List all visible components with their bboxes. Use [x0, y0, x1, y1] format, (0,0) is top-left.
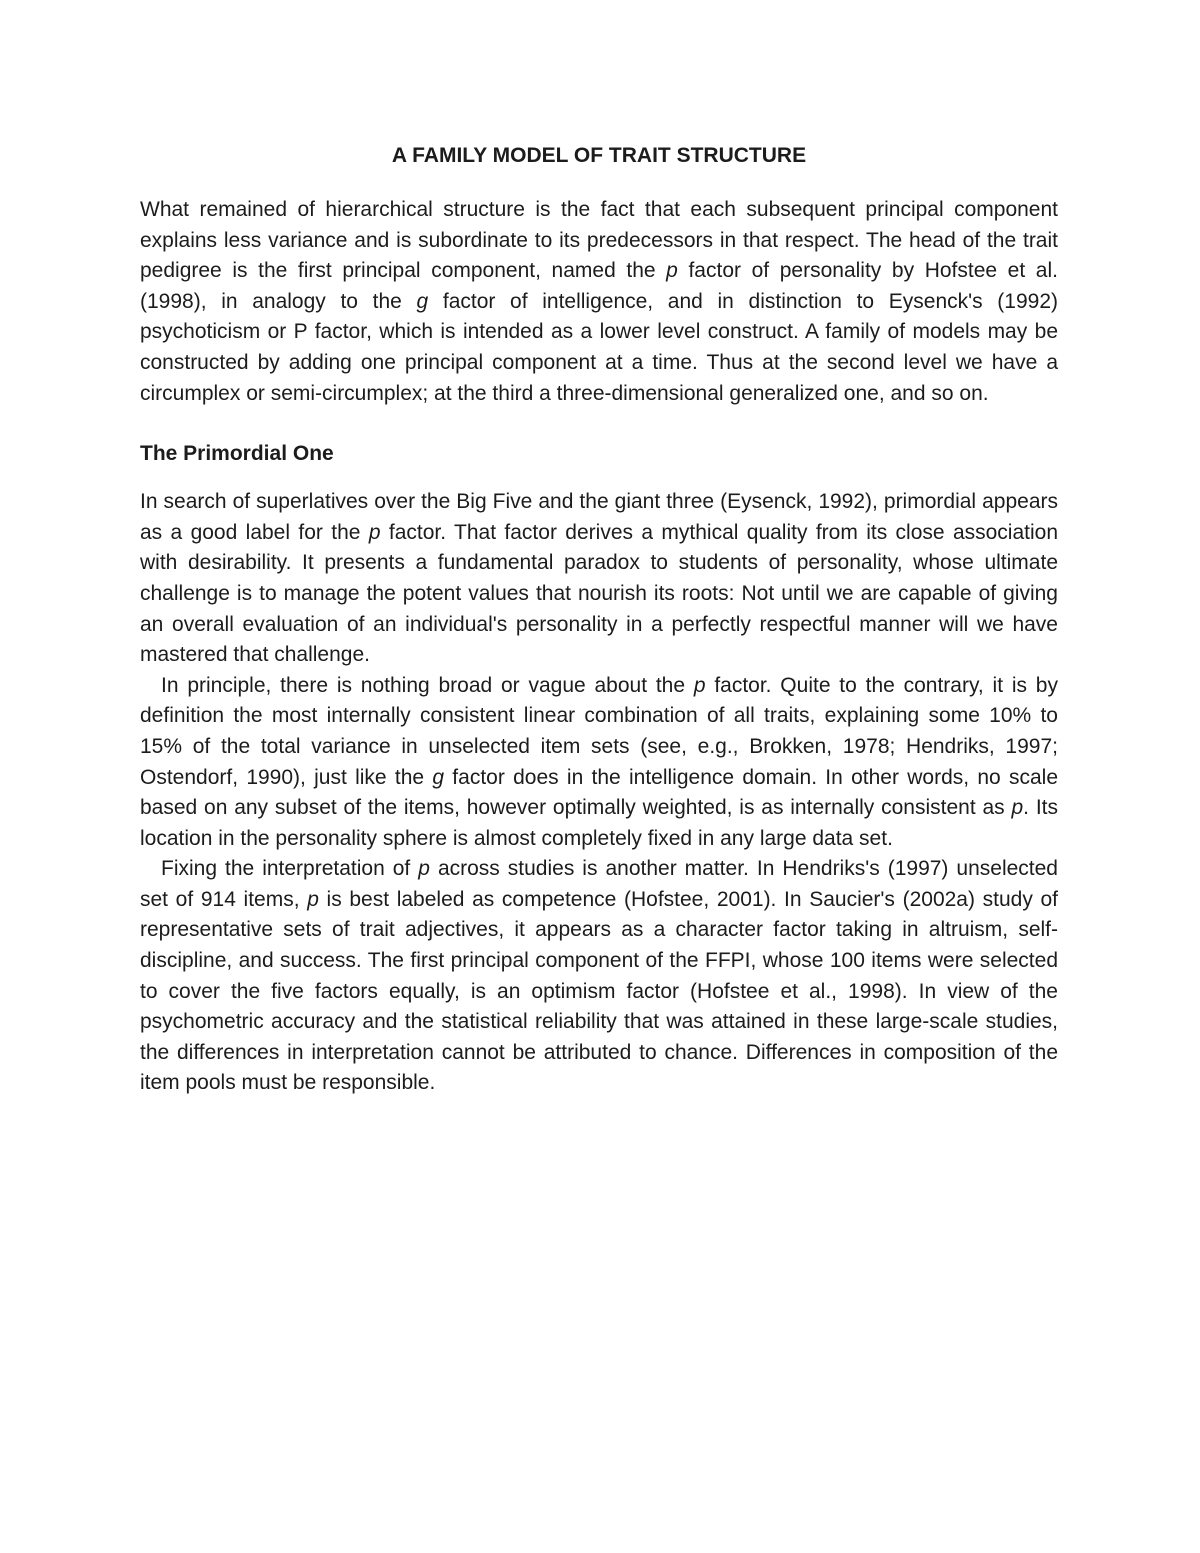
g-factor-symbol: g	[432, 765, 445, 789]
para1-text-1: In search of superlatives over the Big Five and the giant three (Eysenck, 1992), primordial appears as a good label for the	[140, 490, 1058, 544]
para2-text-3: factor does in the intelligence domain. In other words, no scale based on any subset of the items, however optimally weighted, is as internally consistent as	[140, 765, 1059, 820]
intro-paragraph	[140, 195, 1058, 409]
p-factor-symbol: p	[693, 673, 706, 697]
para2-text-2: factor. Quite to the contrary, it is by definition the most internally consistent linear combination of all traits, explaining some 10% to 15% of the total variance in unselected item sets (see, e.g., Brokken, 1978; Hendriks, 1997; Ostendorf, 1990), just like the	[140, 673, 1058, 789]
p-factor-symbol: p	[307, 887, 319, 911]
p-factor-symbol: p	[666, 259, 678, 283]
para3-text-2: across studies is another matter. In Hendriks's (1997) unselected set of 914 items,	[140, 857, 1058, 911]
p-factor-symbol: p	[1011, 796, 1024, 820]
para3-text-1: Fixing the interpretation of	[161, 857, 419, 881]
intro-text-3: factor of intelligence, and in distinction to Eysenck's (1992) psychoticism or P factor, which is intended as a lower level construct. A family of models may be constructed by adding one principal component at a time. Thus at the second level we have a circumplex or semi-circumplex; at the third a three-dimensional generalized one, and so on.	[140, 289, 1058, 405]
para1-text-2: factor. That factor derives a mythical quality from its close association with desirability. It presents a fundamental paradox to students of personality, whose ultimate challenge is to manage the potent values that nourish its roots: Not until we are capable of giving an overall evaluation of an individual's personality in a perfectly respectful manner will we have mastered that challenge.	[140, 520, 1059, 667]
section-paragraph-2	[140, 671, 1058, 855]
para2-text-1: In principle, there is nothing broad or vague about the	[161, 673, 694, 697]
section-paragraph-3	[140, 854, 1058, 1099]
page-title: A FAMILY MODEL OF TRAIT STRUCTURE	[391, 144, 807, 167]
section-paragraph-1	[140, 487, 1058, 671]
p-factor-symbol: p	[368, 520, 381, 544]
document-page	[140, 141, 1058, 1099]
para3-text-3: is best labeled as competence (Hofstee, 2001). In Saucier's (2002a) study of representative sets of trait adjectives, it appears as a character factor taking in altruism, self-discipline, and success. The first principal component of the FFPI, whose 100 items were selected to cover the five factors equally, is an optimism factor (Hofstee et al., 1998). In view of the psychometric accuracy and the statistical reliability that was attained in these large-scale studies, the differences in interpretation cannot be attributed to chance. Differences in composition of the item pools must be responsible.	[140, 887, 1058, 1095]
intro-text-2: factor of personality by Hofstee et al. (1998), in analogy to the	[140, 259, 1058, 313]
section-heading: The Primordial One	[140, 442, 334, 466]
p-factor-symbol: p	[418, 857, 430, 881]
intro-text-1: What remained of hierarchical structure is the fact that each subsequent principal component explains less variance and is subordinate to its predecessors in that respect. The head of the trait pedigree is the first principal component, named the	[140, 198, 1058, 283]
g-factor-symbol: g	[416, 289, 429, 313]
para2-text-4: . Its location in the personality sphere is almost completely fixed in any large data set.	[140, 796, 1058, 850]
